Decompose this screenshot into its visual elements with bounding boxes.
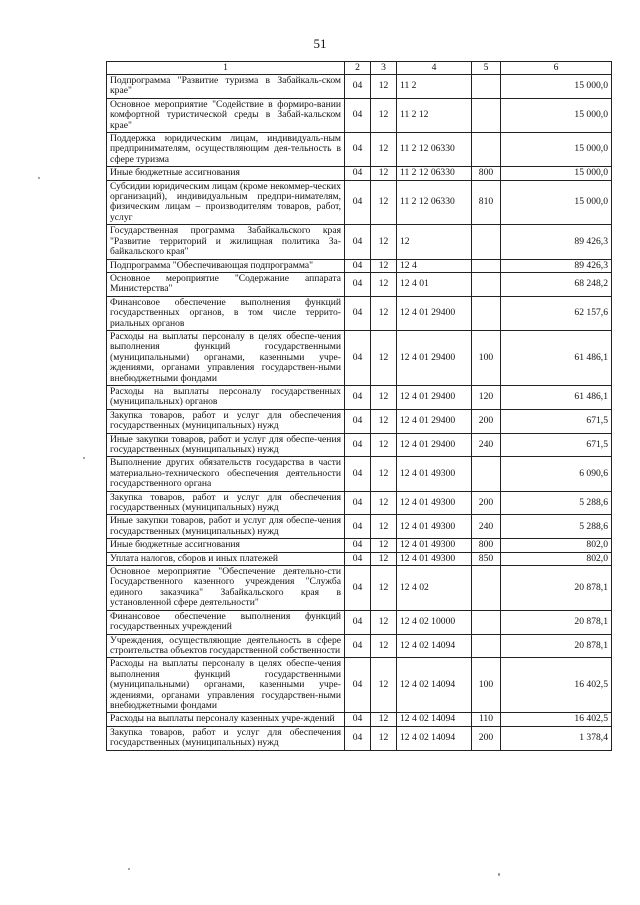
table-row <box>107 330 612 385</box>
row-c6-cell: 5 288,6 <box>501 515 612 539</box>
row-c6-cell: 89 426,3 <box>501 225 612 259</box>
row-c5-cell: 200 <box>472 726 501 750</box>
row-c5-cell: 120 <box>472 385 501 409</box>
row-c2-cell: 04 <box>345 658 371 713</box>
row-c4-cell: 12 4 01 29400 <box>397 409 472 433</box>
table-row <box>107 272 612 296</box>
row-c6-cell: 20 878,1 <box>501 610 612 634</box>
row-c2-cell: 04 <box>345 167 371 180</box>
row-name-cell: Иные закупки товаров, работ и услуг для обеспе-чения государственных (муниципальных) нужд <box>107 515 345 539</box>
row-name-cell: Расходы на выплаты персоналу казенных учре-ждений <box>107 713 345 726</box>
row-name-cell: Подпрограмма "Обеспечивающая подпрограмма" <box>107 259 345 272</box>
row-c6-cell: 20 878,1 <box>501 634 612 658</box>
row-c3-cell: 12 <box>371 726 397 750</box>
row-c2-cell: 04 <box>345 726 371 750</box>
row-c3-cell: 12 <box>371 491 397 515</box>
row-c5-cell: 810 <box>472 180 501 225</box>
row-name-cell: Государственная программа Забайкальского края "Развитие территорий и жилищная политика За-байкальского края" <box>107 225 345 259</box>
scan-speck <box>83 457 85 459</box>
row-c4-cell: 12 4 01 29400 <box>397 330 472 385</box>
row-name-cell: Учреждения, осуществляющие деятельность в сфере строительства объектов государственной собственности <box>107 634 345 658</box>
row-name-cell: Закупка товаров, работ и услуг для обеспечения государственных (муниципальных) нужд <box>107 409 345 433</box>
row-c4-cell: 12 <box>397 225 472 259</box>
row-c2-cell: 04 <box>345 133 371 167</box>
row-name-cell: Расходы на выплаты персоналу в целях обеспе-чения выполнения функций государственными (муниципальными) органами, казенными учре-ждениями, органами управления государствен-ными внебюджетными фондами <box>107 330 345 385</box>
row-c5-cell: 110 <box>472 713 501 726</box>
row-c5-cell: 240 <box>472 515 501 539</box>
row-name-cell: Подпрограмма "Развитие туризма в Забайкаль-ском крае" <box>107 75 345 99</box>
row-c2-cell: 04 <box>345 457 371 491</box>
row-c4-cell: 12 4 02 10000 <box>397 610 472 634</box>
row-name-cell: Иные бюджетные ассигнования <box>107 539 345 552</box>
header-cell: 1 <box>107 62 345 75</box>
table-row <box>107 552 612 565</box>
row-c5-cell: 100 <box>472 658 501 713</box>
row-c6-cell: 15 000,0 <box>501 167 612 180</box>
row-c3-cell: 12 <box>371 296 397 330</box>
row-c2-cell: 04 <box>345 491 371 515</box>
row-name-cell: Выполнение других обязательств государства в части материально-технического обеспечения деятельности государственного органа <box>107 457 345 491</box>
header-cell: 3 <box>371 62 397 75</box>
table-row <box>107 75 612 99</box>
row-c3-cell: 12 <box>371 259 397 272</box>
row-c2-cell: 04 <box>345 296 371 330</box>
row-c5-cell <box>472 272 501 296</box>
row-c5-cell <box>472 296 501 330</box>
row-c4-cell: 11 2 <box>397 75 472 99</box>
row-c5-cell <box>472 225 501 259</box>
row-c2-cell: 04 <box>345 566 371 611</box>
row-c5-cell: 850 <box>472 552 501 565</box>
row-c4-cell: 12 4 01 29400 <box>397 385 472 409</box>
row-c4-cell: 11 2 12 06330 <box>397 167 472 180</box>
row-c4-cell: 11 2 12 06330 <box>397 133 472 167</box>
table-row <box>107 180 612 225</box>
row-c3-cell: 12 <box>371 610 397 634</box>
row-name-cell: Иные закупки товаров, работ и услуг для обеспе-чения государственных (муниципальных) нужд <box>107 433 345 457</box>
row-c6-cell: 16 402,5 <box>501 658 612 713</box>
table-row <box>107 713 612 726</box>
row-c6-cell: 5 288,6 <box>501 491 612 515</box>
row-c5-cell <box>472 133 501 167</box>
table-row <box>107 433 612 457</box>
row-c3-cell: 12 <box>371 552 397 565</box>
row-c4-cell: 12 4 01 49300 <box>397 552 472 565</box>
row-c2-cell: 04 <box>345 539 371 552</box>
row-c6-cell: 6 090,6 <box>501 457 612 491</box>
row-c4-cell: 11 2 12 <box>397 98 472 132</box>
table-row <box>107 457 612 491</box>
row-c2-cell: 04 <box>345 433 371 457</box>
row-c5-cell: 800 <box>472 539 501 552</box>
row-c6-cell: 802,0 <box>501 552 612 565</box>
row-name-cell: Финансовое обеспечение выполнения функций государственных органов, в том числе террито-риальных органов <box>107 296 345 330</box>
row-name-cell: Уплата налогов, сборов и иных платежей <box>107 552 345 565</box>
table-row <box>107 133 612 167</box>
table-row <box>107 225 612 259</box>
row-c5-cell: 800 <box>472 167 501 180</box>
row-c4-cell: 11 2 12 06330 <box>397 180 472 225</box>
table-row <box>107 491 612 515</box>
row-c6-cell: 68 248,2 <box>501 272 612 296</box>
row-c5-cell: 100 <box>472 330 501 385</box>
row-c3-cell: 12 <box>371 133 397 167</box>
scan-speck <box>38 177 40 179</box>
row-c2-cell: 04 <box>345 515 371 539</box>
row-c3-cell: 12 <box>371 566 397 611</box>
row-c2-cell: 04 <box>345 180 371 225</box>
row-c3-cell: 12 <box>371 409 397 433</box>
row-name-cell: Субсидии юридическим лицам (кроме некоммер-ческих организаций), индивидуальным предпри-нимателям, физическим лицам – производителям товаров, работ, услуг <box>107 180 345 225</box>
row-c6-cell: 16 402,5 <box>501 713 612 726</box>
row-c2-cell: 04 <box>345 75 371 99</box>
row-c5-cell <box>472 259 501 272</box>
row-c3-cell: 12 <box>371 180 397 225</box>
page-number: 51 <box>313 36 327 51</box>
row-c4-cell: 12 4 02 14094 <box>397 726 472 750</box>
table-row <box>107 634 612 658</box>
row-c5-cell <box>472 610 501 634</box>
table-row <box>107 167 612 180</box>
row-c6-cell: 89 426,3 <box>501 259 612 272</box>
row-c3-cell: 12 <box>371 272 397 296</box>
row-c3-cell: 12 <box>371 713 397 726</box>
header-cell: 2 <box>345 62 371 75</box>
row-c3-cell: 12 <box>371 385 397 409</box>
table-row <box>107 610 612 634</box>
row-c6-cell: 15 000,0 <box>501 180 612 225</box>
header-cell: 5 <box>472 62 501 75</box>
row-c5-cell: 240 <box>472 433 501 457</box>
row-c6-cell: 61 486,1 <box>501 385 612 409</box>
row-c4-cell: 12 4 02 <box>397 566 472 611</box>
row-c6-cell: 1 378,4 <box>501 726 612 750</box>
row-c4-cell: 12 4 <box>397 259 472 272</box>
row-c4-cell: 12 4 01 49300 <box>397 457 472 491</box>
row-name-cell: Закупка товаров, работ и услуг для обеспечения государственных (муниципальных) нужд <box>107 726 345 750</box>
table-row <box>107 385 612 409</box>
row-name-cell: Основное мероприятие "Обеспечение деятельно-сти Государственного казенного учреждения "Служба единого заказчика" Забайкальского края в установленной сфере деятельности" <box>107 566 345 611</box>
row-c3-cell: 12 <box>371 167 397 180</box>
row-c4-cell: 12 4 01 29400 <box>397 433 472 457</box>
row-c2-cell: 04 <box>345 713 371 726</box>
row-name-cell: Поддержка юридическим лицам, индивидуаль-ным предпринимателям, осуществляющим дея-тельность в сфере туризма <box>107 133 345 167</box>
table-row <box>107 658 612 713</box>
table-row <box>107 566 612 611</box>
budget-table <box>106 61 612 751</box>
row-c5-cell <box>472 457 501 491</box>
row-name-cell: Иные бюджетные ассигнования <box>107 167 345 180</box>
table-header-row <box>107 62 612 75</box>
row-c4-cell: 12 4 01 49300 <box>397 491 472 515</box>
row-c5-cell: 200 <box>472 491 501 515</box>
row-name-cell: Основное мероприятие "Содержание аппарата Министерства" <box>107 272 345 296</box>
row-c6-cell: 20 878,1 <box>501 566 612 611</box>
row-c6-cell: 671,5 <box>501 409 612 433</box>
scan-speck <box>498 873 500 876</box>
row-c2-cell: 04 <box>345 98 371 132</box>
row-c3-cell: 12 <box>371 330 397 385</box>
row-c6-cell: 15 000,0 <box>501 98 612 132</box>
table-row <box>107 409 612 433</box>
header-cell: 4 <box>397 62 472 75</box>
row-name-cell: Расходы на выплаты персоналу государственных (муниципальных) органов <box>107 385 345 409</box>
row-c4-cell: 12 4 01 29400 <box>397 296 472 330</box>
row-c2-cell: 04 <box>345 385 371 409</box>
row-c4-cell: 12 4 01 49300 <box>397 539 472 552</box>
row-c3-cell: 12 <box>371 225 397 259</box>
row-name-cell: Закупка товаров, работ и услуг для обеспечения государственных (муниципальных) нужд <box>107 491 345 515</box>
row-c4-cell: 12 4 02 14094 <box>397 713 472 726</box>
row-c3-cell: 12 <box>371 658 397 713</box>
table-row <box>107 515 612 539</box>
row-c2-cell: 04 <box>345 610 371 634</box>
row-name-cell: Расходы на выплаты персоналу в целях обеспе-чения выполнения функций государственными (муниципальными) органами, казенными учре-ждениями, органами управления государствен-ными внебюджетными фондами <box>107 658 345 713</box>
row-c2-cell: 04 <box>345 259 371 272</box>
row-c2-cell: 04 <box>345 552 371 565</box>
row-name-cell: Основное мероприятие "Содействие в формиро-вании комфортной туристической среды в Забай-кальском крае" <box>107 98 345 132</box>
row-c5-cell <box>472 98 501 132</box>
row-c5-cell: 200 <box>472 409 501 433</box>
row-c6-cell: 671,5 <box>501 433 612 457</box>
row-c2-cell: 04 <box>345 225 371 259</box>
row-c3-cell: 12 <box>371 457 397 491</box>
row-c3-cell: 12 <box>371 634 397 658</box>
table-row <box>107 98 612 132</box>
row-c3-cell: 12 <box>371 539 397 552</box>
row-c5-cell <box>472 75 501 99</box>
row-c2-cell: 04 <box>345 272 371 296</box>
row-c2-cell: 04 <box>345 409 371 433</box>
row-c4-cell: 12 4 01 <box>397 272 472 296</box>
table-row <box>107 539 612 552</box>
row-c4-cell: 12 4 02 14094 <box>397 634 472 658</box>
row-c2-cell: 04 <box>345 330 371 385</box>
table-row <box>107 259 612 272</box>
row-c3-cell: 12 <box>371 433 397 457</box>
row-c6-cell: 15 000,0 <box>501 75 612 99</box>
row-c6-cell: 802,0 <box>501 539 612 552</box>
row-c2-cell: 04 <box>345 634 371 658</box>
scan-speck <box>128 868 130 870</box>
row-c6-cell: 15 000,0 <box>501 133 612 167</box>
row-name-cell: Финансовое обеспечение выполнения функций государственных учреждений <box>107 610 345 634</box>
row-c4-cell: 12 4 02 14094 <box>397 658 472 713</box>
row-c5-cell <box>472 634 501 658</box>
row-c5-cell <box>472 566 501 611</box>
row-c3-cell: 12 <box>371 98 397 132</box>
table-row <box>107 296 612 330</box>
row-c4-cell: 12 4 01 49300 <box>397 515 472 539</box>
row-c3-cell: 12 <box>371 515 397 539</box>
header-cell: 6 <box>501 62 612 75</box>
row-c3-cell: 12 <box>371 75 397 99</box>
row-c6-cell: 61 486,1 <box>501 330 612 385</box>
table-row <box>107 726 612 750</box>
row-c6-cell: 62 157,6 <box>501 296 612 330</box>
